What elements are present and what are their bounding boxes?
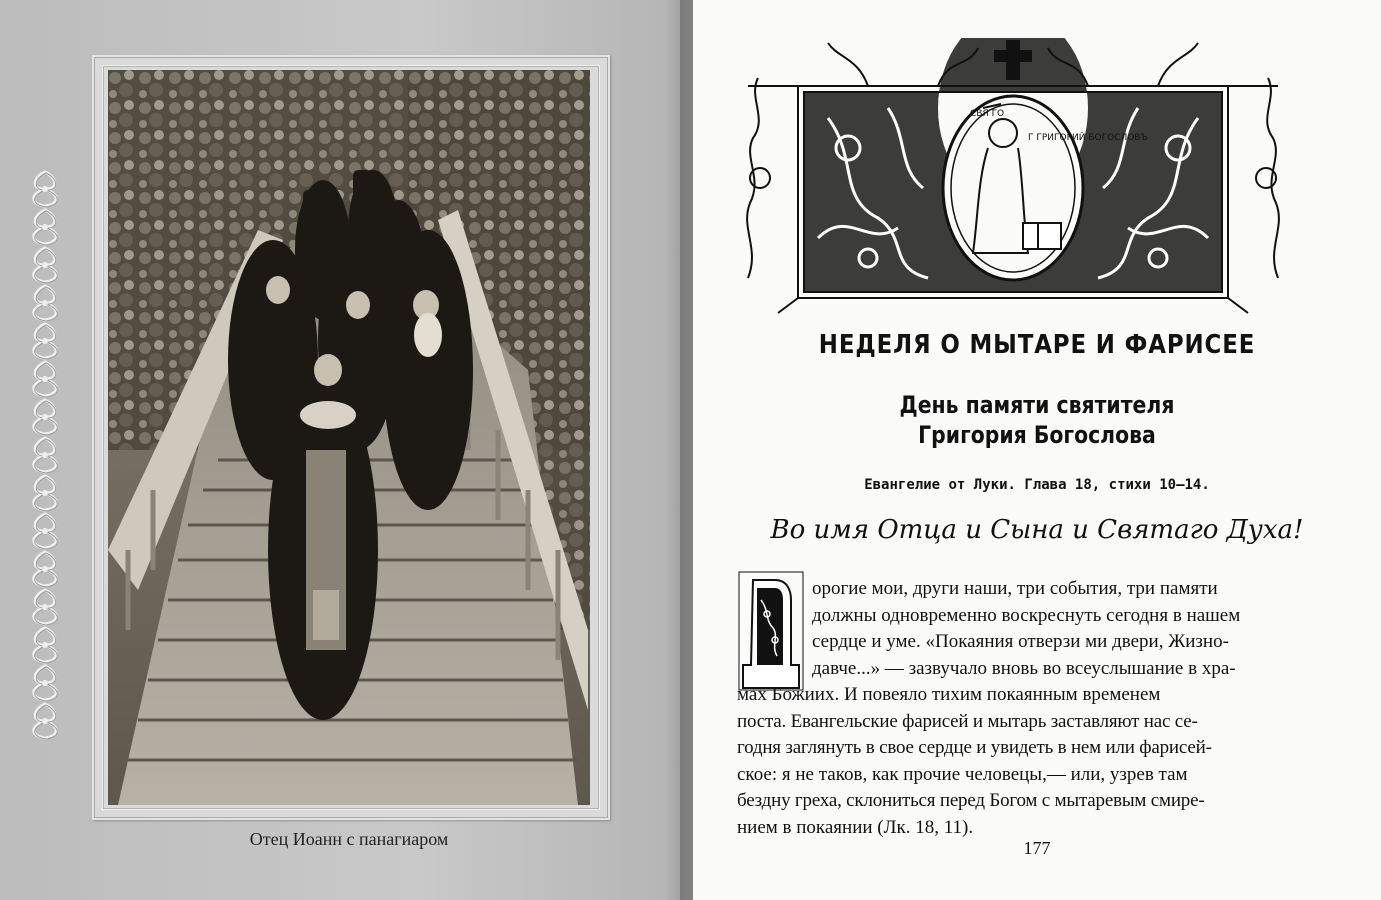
body-text: [737, 576, 1292, 841]
body-line-2: должны одновременно воскреснуть сегодня в нашем: [812, 604, 1241, 626]
body-line-4: давче...» — зазвучало вновь во всеуслышание в хра-: [812, 657, 1236, 679]
body-line-9: бездну греха, склониться перед Богом с мытаревым смире-: [737, 790, 1205, 811]
body-line-6: поста. Евангельские фарисей и мытарь заставляют нас се-: [737, 710, 1198, 732]
body-line-1: орогие мои, други наши, три события, три памяти: [812, 578, 1218, 599]
body-line-10: нием в покаянии (Лк. 18, 11).: [737, 816, 974, 838]
header-inscription-top: СВЯ ГО: [970, 109, 1005, 119]
invocation: Во имя Отца и Сына и Святаго Духа!: [770, 515, 1304, 545]
embossed-ornament: [24, 170, 66, 740]
photo-caption: Отец Иоанн с панагиаром: [249, 829, 449, 849]
subtitle-line-2: Григория Богослова: [918, 421, 1156, 449]
page-title: НЕДЕЛЯ О МЫТАРЕ И ФАРИСЕЕ: [818, 330, 1256, 360]
body-line-8: ское: я не таков, как прочие человецы,— или, узрев там: [737, 763, 1188, 785]
gospel-reference: Евангелие от Луки. Глава 18, стихи 10–14.: [864, 477, 1210, 493]
drop-cap: [735, 570, 807, 692]
body-line-3: сердце и уме. «Покаяния отверзи ми двери, Жизно-: [812, 631, 1229, 652]
body-line-7: годня заглянуть в свое сердце и увидеть в нем или фарисей-: [737, 737, 1212, 758]
header-inscription-name: Г ГРИГОРИЙ БОГОСЛОВЪ: [1028, 133, 1148, 143]
body-line-5: мах Божиих. И повеяло тихим покаянным временем: [737, 684, 1161, 705]
subtitle-line-1: День памяти святителя: [899, 391, 1175, 419]
header-ornament: [738, 38, 1288, 318]
photo-monks-on-stairs: [108, 70, 590, 805]
subtitle: [745, 390, 1330, 450]
page-number: 177: [1023, 838, 1051, 858]
